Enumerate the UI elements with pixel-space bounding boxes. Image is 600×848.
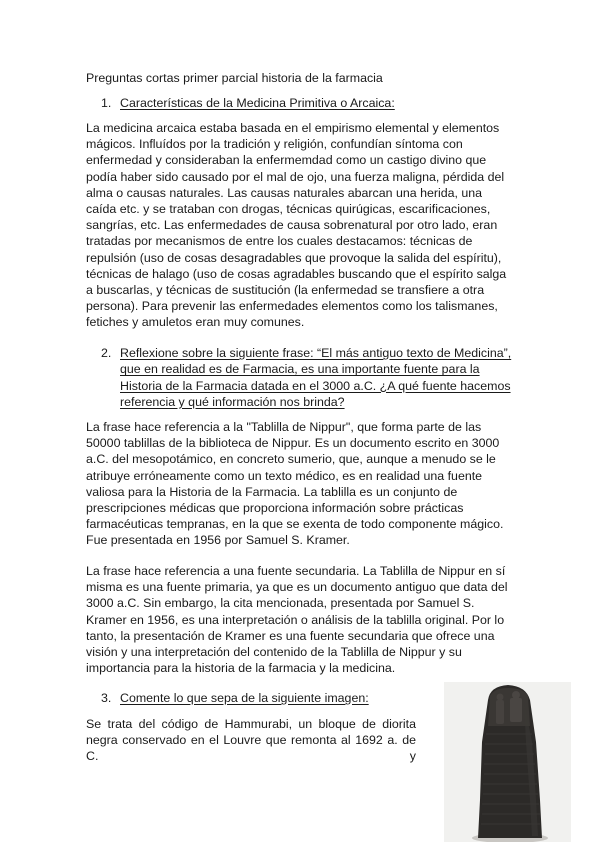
section-2-title-line-2: que en realidad es de Farmacia, es una importante fuente para la xyxy=(120,362,480,377)
stele-photo-icon xyxy=(444,682,571,842)
stele-photo xyxy=(444,682,571,842)
section-1-heading xyxy=(101,95,521,111)
section-3-heading xyxy=(101,690,431,706)
section-2-paragraph-1: La frase hace referencia a la "Tablilla de Nippur", que forma parte de las 50000 tablillas de la biblioteca de Nippur. Es un documento escrito en 3000 a.C. del mesopotámico, en concreto sumerio, que, aunque a menudo se le atribuye erróneamente como un texto médico, es en realidad una fuente valiosa para la Historia de la Farmacia. La tablilla es un conjunto de prescripciones médicas que proporciona información sobre prácticas farmacéuticas tempranas, en la que se exenta de todo componente mágico. Fue presentada en 1956 por Samuel S. Kramer. xyxy=(86,420,504,548)
section-3-title: Comente lo que sepa de la siguiente imagen: xyxy=(120,691,369,705)
section-2-title-line-1: Reflexione sobre la siguiente frase: “El más antiguo texto de Medicina”, xyxy=(120,346,512,360)
document-title: Preguntas cortas primer parcial historia de la farmacia xyxy=(86,71,383,85)
section-2-title-line-3: Historia de la Farmacia datada en el 3000 a.C. ¿A qué fuente hacemos xyxy=(120,378,511,393)
section-1-paragraph: La medicina arcaica estaba basada en el empirismo elemental y elementos mágicos. Influídos por la tradición y religión, confundían síntoma con enfermedad y consideraban la enfermemdad como un castigo divino que podía haber sido causado por el mal de ojo, una fuerza maligna, pérdida del alma o causas naturales. Las causas naturales abarcan una herida, una caída etc. y se trataban con drogas, técnicas quirúgicas, escarificaciones, sangrías, etc. Las enfermedades de causa sobrenatural por otro lado, eran tratadas por mecanismos de entre los cuales destacamos: técnicas de repulsión (uso de cosas desagradables que provoque la salida del espíritu), técnicas de halago (uso de cosas agradables buscando que el espírito salga a buscarlas, y técnicas de sustitución (la enfermedad se transfiere a otra persona). Para prevenir las enfermedades elementos como los talismanes, fetiches y amuletos eran muy comunes. xyxy=(86,121,507,330)
section-2-title-line-4: referencia y qué información nos brinda? xyxy=(120,394,345,409)
section-2-heading xyxy=(101,345,521,409)
section-3-paragraph: Se trata del código de Hammurabi, un bloque de diorita negra conservado en el Louvre que remonta al 1692 a. de C. y xyxy=(86,717,416,764)
section-2-number: 2. xyxy=(101,346,112,360)
section-2-paragraph-2: La frase hace referencia a una fuente secundaria. La Tablilla de Nippur en sí misma es una fuente primaria, ya que es un documento antiguo que data del 3000 a.C. Sin embargo, la cita mencionada, presentada por Samuel S. Kramer en 1956, es una interpretación o análisis de la tablilla original. Por lo tanto, la presentación de Kramer es una fuente secundaria que ofrece una visión y una interpretación del contenido de la Tablilla de Nippur y su importancia para la historia de la farmacia y la medicina. xyxy=(86,564,508,676)
section-3-number: 3. xyxy=(101,691,112,705)
section-1-title: Características de la Medicina Primitiva o Arcaica: xyxy=(120,96,395,110)
section-1-number: 1. xyxy=(101,96,112,110)
